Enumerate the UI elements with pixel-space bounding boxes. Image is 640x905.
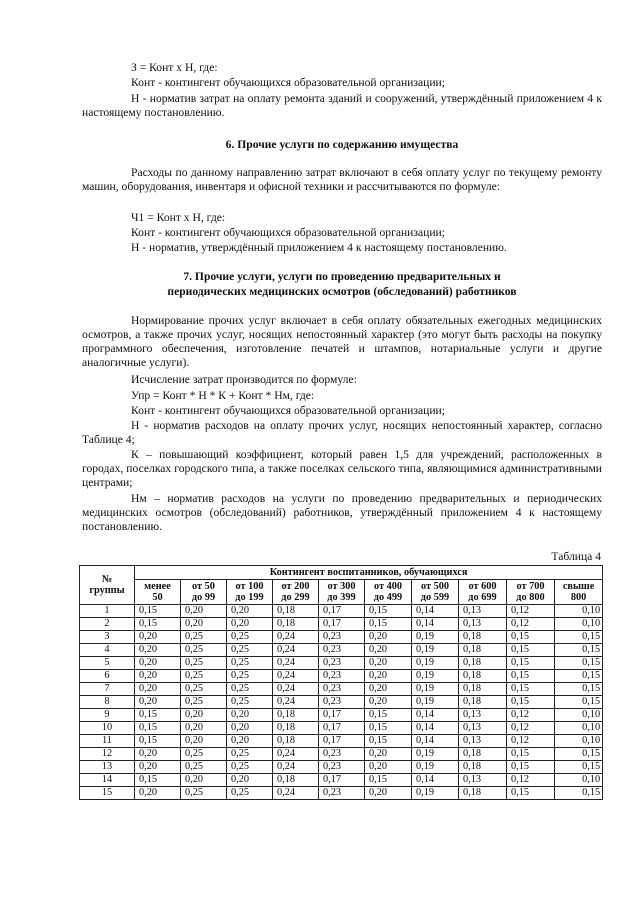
norm-value-cell: 0,24 [273, 748, 319, 761]
norm-value-cell: 0,25 [181, 787, 227, 800]
norm-value-cell: 0,19 [412, 787, 459, 800]
norm-value-cell: 0,25 [181, 683, 227, 696]
table-row [80, 722, 603, 735]
table-row [80, 761, 603, 774]
norm-value-cell: 0,20 [181, 774, 227, 787]
table-row [80, 657, 603, 670]
column-header [273, 580, 319, 605]
section-6-norm: Н - норматив, утверждённый приложением 4 к настоящему постановлению. [131, 241, 507, 254]
column-header [319, 580, 365, 605]
norm-value-cell: 0,15 [507, 670, 555, 683]
definition-kont-1: Конт - контингент обучающихся образовательной организации; [131, 76, 445, 89]
norm-value-cell: 0,10 [555, 709, 603, 722]
norm-value-cell: 0,25 [181, 761, 227, 774]
norm-value-cell: 0,15 [135, 605, 181, 618]
table-body [80, 605, 603, 800]
norm-value-cell: 0,15 [365, 618, 412, 631]
section-7-coefficient: К – повышающий коэффициент, который равен 1,5 для учреждений, расположенных в городах, поселках городского типа, а также поселках сельского типа, являющимися административными центрами; [82, 448, 602, 489]
norm-value-cell: 0,14 [412, 735, 459, 748]
norm-value-cell: 0,13 [459, 722, 507, 735]
norm-value-cell: 0,15 [507, 644, 555, 657]
norm-value-cell: 0,25 [227, 787, 273, 800]
norm-value-cell: 0,23 [319, 761, 365, 774]
group-number-cell: 11 [80, 735, 135, 748]
group-number-cell: 5 [80, 657, 135, 670]
table-row [80, 709, 603, 722]
definition-norm-1: Н - норматив затрат на оплату ремонта зданий и сооружений, утверждённый приложением 4 к настоящему постановлению. [82, 92, 602, 119]
group-number-cell: 15 [80, 787, 135, 800]
norm-value-cell: 0,13 [459, 605, 507, 618]
norm-value-cell: 0,18 [273, 618, 319, 631]
group-number-cell: 1 [80, 605, 135, 618]
norm-value-cell: 0,18 [459, 631, 507, 644]
norm-value-cell: 0,20 [227, 722, 273, 735]
table-row [80, 696, 603, 709]
norm-value-cell: 0,17 [319, 709, 365, 722]
norm-value-cell: 0,15 [365, 709, 412, 722]
norm-value-cell: 0,20 [365, 670, 412, 683]
column-header-line: от 300 [327, 580, 356, 592]
norm-value-cell: 0,10 [555, 722, 603, 735]
norm-value-cell: 0,14 [412, 774, 459, 787]
norm-value-cell: 0,24 [273, 631, 319, 644]
norm-value-cell: 0,23 [319, 657, 365, 670]
norm-value-cell: 0,13 [459, 774, 507, 787]
column-header-line: до 199 [235, 592, 264, 603]
norm-value-cell: 0,18 [273, 735, 319, 748]
column-header [507, 580, 555, 605]
norm-value-cell: 0,24 [273, 761, 319, 774]
table-row [80, 683, 603, 696]
norm-value-cell: 0,15 [555, 696, 603, 709]
norm-value-cell: 0,25 [227, 631, 273, 644]
norm-value-cell: 0,15 [555, 683, 603, 696]
norm-value-cell: 0,20 [365, 683, 412, 696]
column-header-line: до 699 [468, 592, 497, 603]
norm-value-cell: 0,15 [555, 787, 603, 800]
group-number-cell: 8 [80, 696, 135, 709]
column-header-line: 800 [570, 592, 587, 603]
norm-value-cell: 0,15 [507, 631, 555, 644]
norm-value-cell: 0,17 [319, 605, 365, 618]
group-number-cell: 4 [80, 644, 135, 657]
norm-value-cell: 0,24 [273, 657, 319, 670]
norm-value-cell: 0,20 [365, 748, 412, 761]
column-header-line: от 100 [235, 580, 264, 592]
norm-value-cell: 0,15 [507, 683, 555, 696]
norm-value-cell: 0,25 [181, 696, 227, 709]
table-row [80, 670, 603, 683]
column-header [227, 580, 273, 605]
column-header-line: до 399 [327, 592, 356, 603]
norm-value-cell: 0,15 [555, 631, 603, 644]
norm-value-cell: 0,23 [319, 631, 365, 644]
column-header [135, 580, 181, 605]
norm-value-cell: 0,17 [319, 735, 365, 748]
norm-value-cell: 0,12 [507, 618, 555, 631]
table-caption: Таблица 4 [551, 550, 601, 563]
norm-value-cell: 0,23 [319, 787, 365, 800]
norm-value-cell: 0,24 [273, 683, 319, 696]
norm-value-cell: 0,20 [135, 657, 181, 670]
table-row [80, 644, 603, 657]
table-row [80, 631, 603, 644]
column-header-line: до 800 [516, 592, 545, 603]
col-group-number-line1: № [101, 573, 113, 585]
column-header-line: от 700 [516, 580, 545, 592]
group-number-cell: 3 [80, 631, 135, 644]
norm-value-cell: 0,15 [135, 709, 181, 722]
norm-value-cell: 0,12 [507, 722, 555, 735]
norm-value-cell: 0,20 [365, 631, 412, 644]
column-header [459, 580, 507, 605]
norm-value-cell: 0,15 [135, 774, 181, 787]
norm-value-cell: 0,24 [273, 644, 319, 657]
norm-value-cell: 0,17 [319, 722, 365, 735]
norm-value-cell: 0,15 [135, 735, 181, 748]
norm-value-cell: 0,15 [507, 787, 555, 800]
norm-value-cell: 0,18 [459, 683, 507, 696]
column-header-line: до 499 [373, 592, 403, 603]
norm-value-cell: 0,15 [365, 774, 412, 787]
norm-value-cell: 0,18 [459, 644, 507, 657]
group-number-cell: 6 [80, 670, 135, 683]
norm-value-cell: 0,18 [459, 748, 507, 761]
column-header-line: 50 [152, 592, 163, 603]
table-row [80, 618, 603, 631]
section-7-formula: Упр = Конт * Н * К + Конт * Нм, где: [131, 389, 315, 402]
norm-value-cell: 0,18 [273, 774, 319, 787]
group-number-cell: 7 [80, 683, 135, 696]
norm-value-cell: 0,25 [227, 696, 273, 709]
norm-value-cell: 0,15 [507, 696, 555, 709]
norm-value-cell: 0,10 [555, 618, 603, 631]
table-row [80, 735, 603, 748]
norm-value-cell: 0,20 [135, 670, 181, 683]
norm-value-cell: 0,15 [507, 761, 555, 774]
group-number-cell: 13 [80, 761, 135, 774]
norm-value-cell: 0,15 [555, 748, 603, 761]
norm-value-cell: 0,12 [507, 709, 555, 722]
norm-value-cell: 0,24 [273, 670, 319, 683]
section-7-heading-line-1: 7. Прочие услуги, услуги по проведению предварительных и [183, 270, 501, 283]
group-number-cell: 10 [80, 722, 135, 735]
norm-value-cell: 0,18 [459, 696, 507, 709]
table-row [80, 605, 603, 618]
section-7-calc: Исчисление затрат производится по формуле: [131, 373, 357, 386]
norm-value-cell: 0,12 [507, 774, 555, 787]
norm-table [79, 565, 603, 800]
column-header-line: от 600 [468, 580, 497, 592]
norm-value-cell: 0,13 [459, 709, 507, 722]
section-7-text: Нормирование прочих услуг включает в себя оплату обязательных ежегодных медицинских осмотров, а также прочих услуг, носящих непостоянный характер (это могут быть расходы на покупку программного обеспечения, изготовление печатей и штампов, нотариальные услуги и другие аналогичные услуги). [82, 314, 602, 369]
column-header [181, 580, 227, 605]
column-header-line: от 400 [373, 580, 403, 592]
norm-value-cell: 0,20 [181, 709, 227, 722]
contingent-group-header: Контингент воспитанников, обучающихся [135, 566, 603, 580]
norm-value-cell: 0,20 [365, 787, 412, 800]
column-header [555, 580, 603, 605]
col-group-number-line2: группы [89, 585, 125, 596]
group-number-cell: 2 [80, 618, 135, 631]
norm-value-cell: 0,20 [227, 605, 273, 618]
norm-value-cell: 0,19 [412, 683, 459, 696]
column-header-line: от 50 [192, 580, 215, 592]
norm-value-cell: 0,19 [412, 761, 459, 774]
section-7-norm: Н - норматив расходов на оплату прочих услуг, носящих непостоянный характер, согласно Таблице 4; [82, 419, 602, 446]
norm-value-cell: 0,20 [227, 618, 273, 631]
norm-value-cell: 0,19 [412, 657, 459, 670]
column-header-line: до 99 [191, 592, 216, 603]
norm-value-cell: 0,10 [555, 605, 603, 618]
table-row [80, 748, 603, 761]
section-7-kont: Конт - контингент обучающихся образовательной организации; [131, 404, 445, 417]
norm-value-cell: 0,15 [135, 722, 181, 735]
norm-value-cell: 0,20 [135, 644, 181, 657]
norm-value-cell: 0,25 [227, 670, 273, 683]
norm-value-cell: 0,15 [135, 618, 181, 631]
norm-value-cell: 0,25 [181, 670, 227, 683]
norm-value-cell: 0,23 [319, 748, 365, 761]
norm-value-cell: 0,20 [365, 644, 412, 657]
norm-value-cell: 0,20 [365, 761, 412, 774]
norm-value-cell: 0,25 [181, 644, 227, 657]
column-header-line: до 299 [281, 592, 310, 603]
norm-value-cell: 0,15 [365, 605, 412, 618]
table-row [80, 787, 603, 800]
norm-value-cell: 0,25 [227, 761, 273, 774]
norm-value-cell: 0,25 [181, 748, 227, 761]
norm-value-cell: 0,15 [555, 657, 603, 670]
column-header-line: свыше [562, 580, 595, 592]
column-header-line: менее [144, 580, 171, 592]
norm-value-cell: 0,23 [319, 683, 365, 696]
norm-value-cell: 0,20 [181, 605, 227, 618]
norm-value-cell: 0,10 [555, 774, 603, 787]
section-6-formula: Ч1 = Конт х Н, где: [131, 211, 226, 224]
norm-value-cell: 0,15 [507, 748, 555, 761]
norm-value-cell: 0,20 [365, 696, 412, 709]
norm-value-cell: 0,20 [181, 735, 227, 748]
section-7-nm: Нм – норматив расходов на услуги по проведению предварительных и периодических медицинских осмотров (обследований) работников, утверждённый приложением 4 к настоящему постановлению. [82, 492, 602, 533]
norm-value-cell: 0,20 [135, 683, 181, 696]
table-row [80, 774, 603, 787]
column-headers-row [80, 580, 603, 605]
section-6-text: Расходы по данному направлению затрат включают в себя оплату услуг по текущему ремонту машин, оборудования, инвентаря и офисной техники и рассчитываются по формуле: [82, 166, 602, 193]
norm-value-cell: 0,19 [412, 644, 459, 657]
group-number-cell: 14 [80, 774, 135, 787]
norm-value-cell: 0,15 [365, 735, 412, 748]
norm-value-cell: 0,25 [181, 631, 227, 644]
norm-value-cell: 0,20 [227, 774, 273, 787]
norm-value-cell: 0,17 [319, 774, 365, 787]
group-number-cell: 9 [80, 709, 135, 722]
norm-value-cell: 0,15 [555, 670, 603, 683]
norm-value-cell: 0,25 [227, 748, 273, 761]
norm-value-cell: 0,18 [273, 605, 319, 618]
column-header-line: до 599 [420, 592, 450, 603]
norm-value-cell: 0,20 [227, 709, 273, 722]
norm-value-cell: 0,19 [412, 696, 459, 709]
norm-value-cell: 0,23 [319, 644, 365, 657]
norm-value-cell: 0,25 [181, 657, 227, 670]
norm-value-cell: 0,20 [135, 631, 181, 644]
group-number-cell: 12 [80, 748, 135, 761]
norm-value-cell: 0,15 [365, 722, 412, 735]
norm-value-cell: 0,20 [135, 761, 181, 774]
section-6-kont: Конт - контингент обучающихся образовательной организации; [131, 226, 445, 239]
norm-value-cell: 0,18 [273, 722, 319, 735]
norm-value-cell: 0,20 [227, 735, 273, 748]
norm-value-cell: 0,25 [227, 683, 273, 696]
section-6-heading: 6. Прочие услуги по содержанию имущества [225, 138, 459, 151]
norm-value-cell: 0,19 [412, 748, 459, 761]
norm-value-cell: 0,12 [507, 735, 555, 748]
section-7-heading-line-2: периодических медицинских осмотров (обследований) работников [167, 285, 517, 298]
norm-value-cell: 0,14 [412, 722, 459, 735]
norm-value-cell: 0,19 [412, 670, 459, 683]
norm-value-cell: 0,18 [459, 670, 507, 683]
formula-z: З = Конт х Н, где: [131, 61, 218, 74]
norm-value-cell: 0,24 [273, 696, 319, 709]
norm-value-cell: 0,19 [412, 631, 459, 644]
norm-value-cell: 0,20 [135, 696, 181, 709]
norm-value-cell: 0,10 [555, 735, 603, 748]
col-group-number-header [80, 566, 135, 605]
norm-value-cell: 0,18 [459, 657, 507, 670]
column-header-line: от 200 [281, 580, 310, 592]
norm-value-cell: 0,15 [507, 657, 555, 670]
norm-value-cell: 0,14 [412, 709, 459, 722]
column-header-line: от 500 [420, 580, 450, 592]
norm-value-cell: 0,25 [227, 657, 273, 670]
norm-value-cell: 0,15 [555, 644, 603, 657]
norm-value-cell: 0,25 [227, 644, 273, 657]
norm-value-cell: 0,20 [365, 657, 412, 670]
norm-value-cell: 0,14 [412, 618, 459, 631]
norm-value-cell: 0,20 [135, 748, 181, 761]
norm-value-cell: 0,24 [273, 787, 319, 800]
norm-value-cell: 0,18 [273, 709, 319, 722]
norm-value-cell: 0,13 [459, 618, 507, 631]
norm-value-cell: 0,13 [459, 735, 507, 748]
norm-value-cell: 0,12 [507, 605, 555, 618]
norm-value-cell: 0,18 [459, 761, 507, 774]
norm-value-cell: 0,18 [459, 787, 507, 800]
norm-value-cell: 0,15 [555, 761, 603, 774]
norm-value-cell: 0,23 [319, 696, 365, 709]
norm-value-cell: 0,20 [181, 722, 227, 735]
norm-value-cell: 0,14 [412, 605, 459, 618]
norm-value-cell: 0,17 [319, 618, 365, 631]
column-header [412, 580, 459, 605]
column-header [365, 580, 412, 605]
norm-value-cell: 0,20 [135, 787, 181, 800]
norm-value-cell: 0,20 [181, 618, 227, 631]
norm-value-cell: 0,23 [319, 670, 365, 683]
